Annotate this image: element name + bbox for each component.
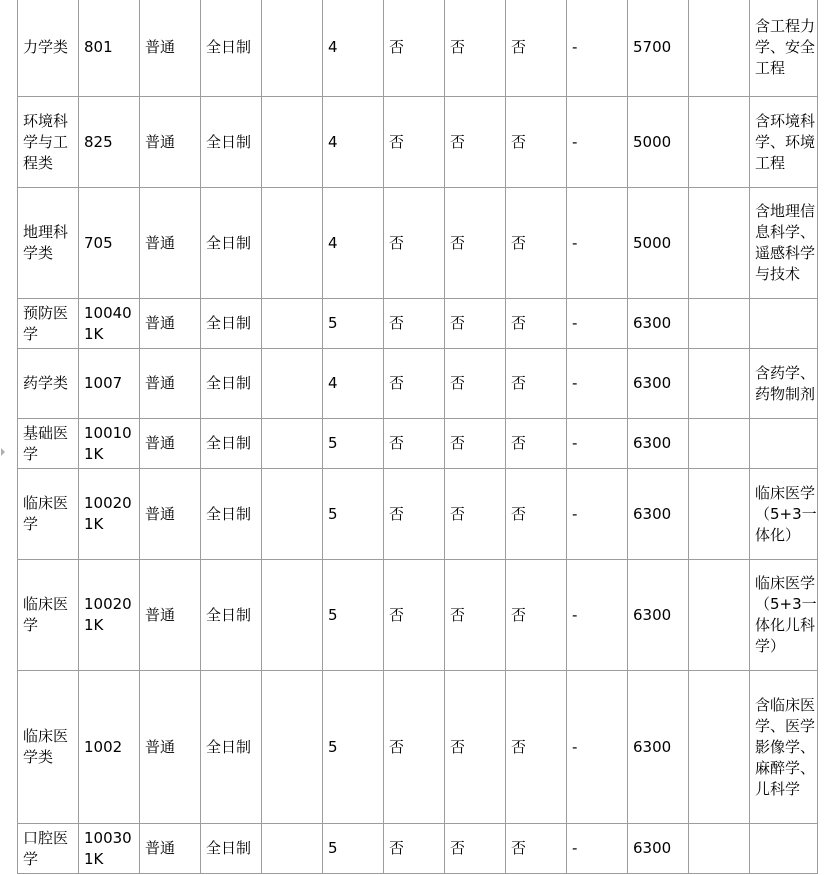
empty-cell	[262, 0, 323, 97]
major-name-cell: 预防医学	[18, 299, 79, 349]
major-name-cell: 环境科学与工程类	[18, 97, 79, 188]
flag-3-cell: 否	[506, 188, 567, 299]
table-row	[18, 419, 818, 469]
table-row	[18, 0, 818, 97]
major-name-cell: 临床医学类	[18, 671, 79, 824]
years-cell: 4	[323, 0, 384, 97]
flag-1-cell: 否	[384, 299, 445, 349]
years-cell: 4	[323, 349, 384, 419]
flag-3-cell: 否	[506, 0, 567, 97]
flag-1-cell: 否	[384, 0, 445, 97]
dash-cell: -	[567, 469, 628, 560]
empty-cell	[689, 824, 750, 874]
flag-1-cell: 否	[384, 419, 445, 469]
empty-cell	[689, 560, 750, 671]
tuition-cell: 5000	[628, 97, 689, 188]
flag-2-cell: 否	[445, 469, 506, 560]
tuition-cell: 6300	[628, 419, 689, 469]
level-cell: 普通	[140, 469, 201, 560]
flag-1-cell: 否	[384, 349, 445, 419]
empty-cell	[689, 97, 750, 188]
study-mode-cell: 全日制	[201, 824, 262, 874]
note-cell: 含工程力学、安全工程	[750, 0, 818, 97]
dash-cell: -	[567, 419, 628, 469]
flag-2-cell: 否	[445, 671, 506, 824]
dash-cell: -	[567, 671, 628, 824]
table-row	[18, 469, 818, 560]
table-row	[18, 299, 818, 349]
major-code-cell: 705	[79, 188, 140, 299]
dash-cell: -	[567, 349, 628, 419]
dash-cell: -	[567, 560, 628, 671]
years-cell: 4	[323, 188, 384, 299]
empty-cell	[689, 299, 750, 349]
level-cell: 普通	[140, 560, 201, 671]
study-mode-cell: 全日制	[201, 469, 262, 560]
flag-2-cell: 否	[445, 299, 506, 349]
flag-3-cell: 否	[506, 469, 567, 560]
study-mode-cell: 全日制	[201, 419, 262, 469]
dash-cell: -	[567, 97, 628, 188]
flag-3-cell: 否	[506, 97, 567, 188]
empty-cell	[262, 188, 323, 299]
flag-1-cell: 否	[384, 671, 445, 824]
flag-3-cell: 否	[506, 419, 567, 469]
note-cell: 临床医学（5+3一体化）	[750, 469, 818, 560]
level-cell: 普通	[140, 97, 201, 188]
level-cell: 普通	[140, 349, 201, 419]
flag-2-cell: 否	[445, 824, 506, 874]
major-name-cell: 药学类	[18, 349, 79, 419]
major-name-cell: 临床医学	[18, 560, 79, 671]
left-gutter	[0, 0, 6, 875]
empty-cell	[262, 97, 323, 188]
empty-cell	[689, 349, 750, 419]
level-cell: 普通	[140, 0, 201, 97]
tuition-cell: 6300	[628, 560, 689, 671]
years-cell: 5	[323, 824, 384, 874]
major-name-cell: 临床医学	[18, 469, 79, 560]
dash-cell: -	[567, 824, 628, 874]
flag-3-cell: 否	[506, 824, 567, 874]
flag-1-cell: 否	[384, 188, 445, 299]
table-row	[18, 824, 818, 874]
years-cell: 4	[323, 97, 384, 188]
level-cell: 普通	[140, 188, 201, 299]
note-cell: 临床医学（5+3一体化儿科学）	[750, 560, 818, 671]
tuition-cell: 6300	[628, 299, 689, 349]
empty-cell	[689, 469, 750, 560]
empty-cell	[689, 419, 750, 469]
flag-2-cell: 否	[445, 0, 506, 97]
tuition-cell: 6300	[628, 349, 689, 419]
major-name-cell: 基础医学	[18, 419, 79, 469]
note-cell	[750, 419, 818, 469]
level-cell: 普通	[140, 824, 201, 874]
flag-1-cell: 否	[384, 469, 445, 560]
dash-cell: -	[567, 188, 628, 299]
tuition-cell: 5000	[628, 188, 689, 299]
major-code-cell: 801	[79, 0, 140, 97]
empty-cell	[262, 299, 323, 349]
empty-cell	[262, 469, 323, 560]
major-code-cell: 100301K	[79, 824, 140, 874]
note-cell: 含地理信息科学、遥感科学与技术	[750, 188, 818, 299]
flag-1-cell: 否	[384, 97, 445, 188]
study-mode-cell: 全日制	[201, 299, 262, 349]
note-cell: 含药学、药物制剂	[750, 349, 818, 419]
level-cell: 普通	[140, 419, 201, 469]
flag-3-cell: 否	[506, 349, 567, 419]
table-row	[18, 671, 818, 824]
note-cell	[750, 824, 818, 874]
empty-cell	[262, 349, 323, 419]
table-row	[18, 560, 818, 671]
major-code-cell: 100101K	[79, 419, 140, 469]
flag-2-cell: 否	[445, 188, 506, 299]
tuition-cell: 6300	[628, 671, 689, 824]
flag-2-cell: 否	[445, 349, 506, 419]
level-cell: 普通	[140, 671, 201, 824]
expand-arrow-icon[interactable]	[1, 448, 5, 456]
major-code-cell: 100401K	[79, 299, 140, 349]
years-cell: 5	[323, 299, 384, 349]
flag-1-cell: 否	[384, 824, 445, 874]
years-cell: 5	[323, 469, 384, 560]
table-row	[18, 97, 818, 188]
major-code-cell: 825	[79, 97, 140, 188]
note-cell: 含临床医学、医学影像学、麻醉学、儿科学	[750, 671, 818, 824]
empty-cell	[689, 188, 750, 299]
flag-2-cell: 否	[445, 97, 506, 188]
years-cell: 5	[323, 560, 384, 671]
flag-3-cell: 否	[506, 671, 567, 824]
major-code-cell: 1007	[79, 349, 140, 419]
empty-cell	[262, 824, 323, 874]
major-code-cell: 100201K	[79, 560, 140, 671]
study-mode-cell: 全日制	[201, 560, 262, 671]
study-mode-cell: 全日制	[201, 671, 262, 824]
flag-3-cell: 否	[506, 560, 567, 671]
study-mode-cell: 全日制	[201, 0, 262, 97]
tuition-cell: 6300	[628, 469, 689, 560]
major-name-cell: 力学类	[18, 0, 79, 97]
flag-2-cell: 否	[445, 419, 506, 469]
flag-2-cell: 否	[445, 560, 506, 671]
note-cell	[750, 299, 818, 349]
dash-cell: -	[567, 299, 628, 349]
flag-3-cell: 否	[506, 299, 567, 349]
empty-cell	[262, 419, 323, 469]
study-mode-cell: 全日制	[201, 188, 262, 299]
major-name-cell: 口腔医学	[18, 824, 79, 874]
majors-table	[17, 0, 818, 874]
major-code-cell: 100201K	[79, 469, 140, 560]
level-cell: 普通	[140, 299, 201, 349]
study-mode-cell: 全日制	[201, 349, 262, 419]
years-cell: 5	[323, 671, 384, 824]
flag-1-cell: 否	[384, 560, 445, 671]
years-cell: 5	[323, 419, 384, 469]
table-row	[18, 188, 818, 299]
table-row	[18, 349, 818, 419]
major-code-cell: 1002	[79, 671, 140, 824]
major-name-cell: 地理科学类	[18, 188, 79, 299]
empty-cell	[262, 560, 323, 671]
empty-cell	[262, 671, 323, 824]
dash-cell: -	[567, 0, 628, 97]
empty-cell	[689, 671, 750, 824]
study-mode-cell: 全日制	[201, 97, 262, 188]
tuition-cell: 5700	[628, 0, 689, 97]
empty-cell	[689, 0, 750, 97]
tuition-cell: 6300	[628, 824, 689, 874]
note-cell: 含环境科学、环境工程	[750, 97, 818, 188]
